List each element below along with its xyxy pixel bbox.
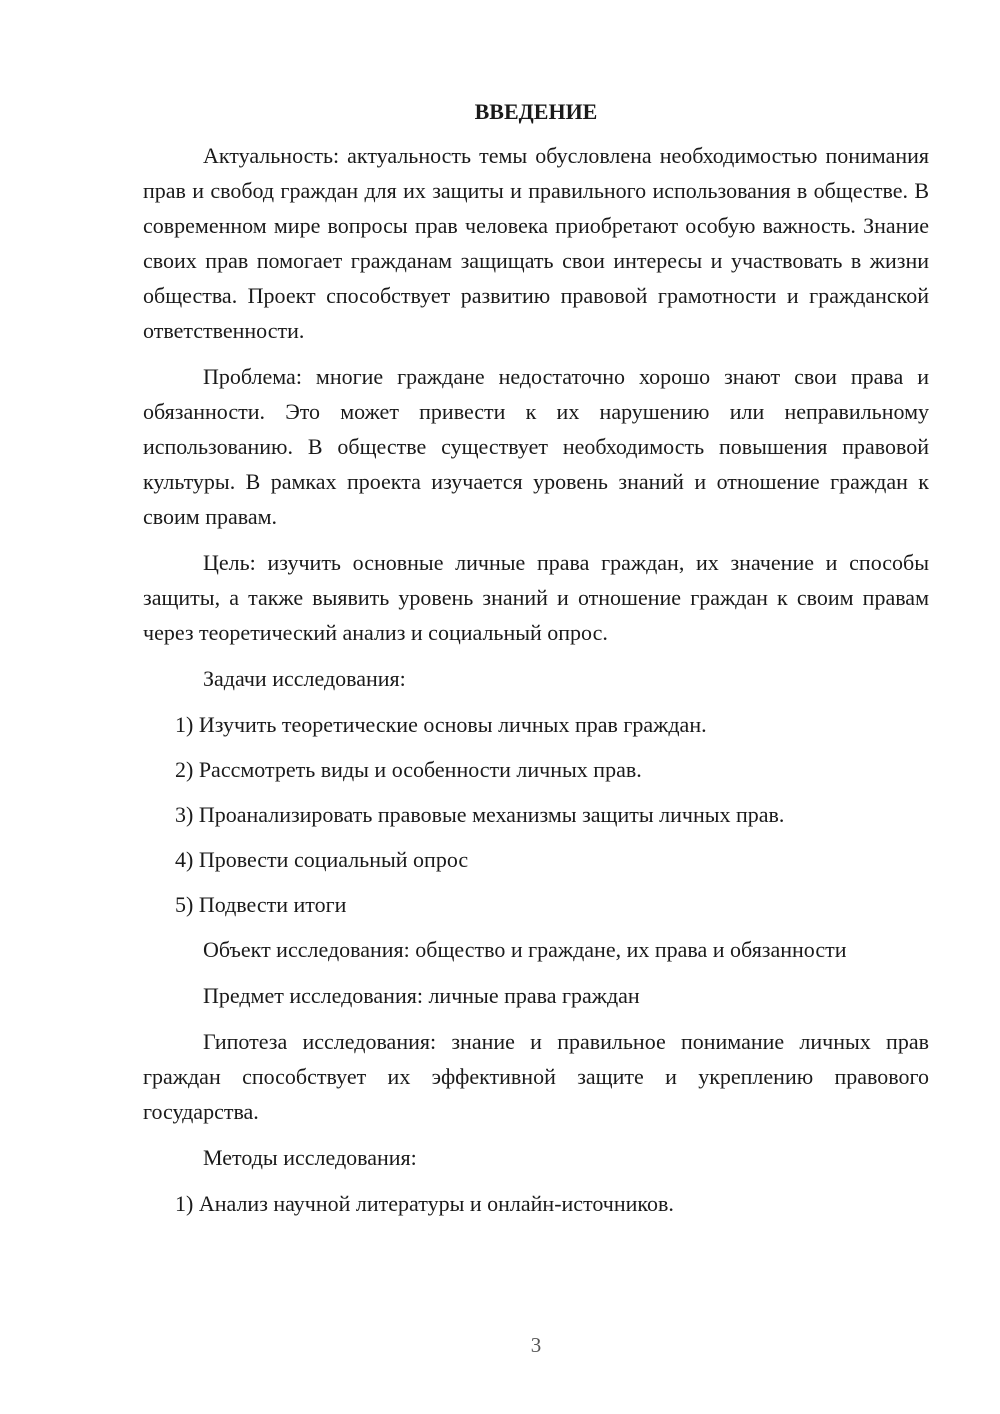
list-item: 2) Рассмотреть виды и особенности личных прав. [175,757,642,782]
list-item: 1) Анализ научной литературы и онлайн-источников. [175,1191,674,1216]
problem-paragraph: Проблема: многие граждане недостаточно хорошо знают свои права и обязанности. Это может привести к их нарушению или неправильному использованию. В обществе существует необходимость повышения правовой культуры. В рамках проекта изучается уровень знаний и отношение граждан к своим правам. [143,364,929,529]
methods-list [143,1186,929,1221]
relevance-paragraph: Актуальность: актуальность темы обусловлена необходимостью понимания прав и свобод граждан для их защиты и правильного использования в обществе. В современном мире вопросы прав человека приобретают особую важность. Знание своих прав помогает гражданам защищать свои интересы и участвовать в жизни общества. Проект способствует развитию правовой грамотности и гражданской ответственности. [143,143,929,343]
list-item: 4) Провести социальный опрос [175,847,469,872]
list-item: 1) Изучить теоретические основы личных прав граждан. [175,712,707,737]
list-item: 5) Подвести итоги [175,892,347,917]
goal-paragraph: Цель: изучить основные личные права граждан, их значение и способы защиты, а также выявить уровень знаний и отношение граждан к своим правам через теоретический анализ и социальный опрос. [143,550,929,645]
section-title: ВВЕДЕНИЕ [474,99,598,124]
methods-heading: Методы исследования: [203,1145,417,1170]
document-page [143,96,929,1231]
object-paragraph: Объект исследования: общество и граждане, их права и обязанности [203,937,847,962]
tasks-heading: Задачи исследования: [203,666,406,691]
tasks-list [143,707,929,922]
page-number: 3 [530,1333,542,1357]
list-item: 3) Проанализировать правовые механизмы защиты личных прав. [175,802,785,827]
subject-paragraph: Предмет исследования: личные права граждан [203,983,640,1008]
hypothesis-paragraph: Гипотеза исследования: знание и правильное понимание личных прав граждан способствует их эффективной защите и укреплению правового государства. [143,1029,929,1124]
